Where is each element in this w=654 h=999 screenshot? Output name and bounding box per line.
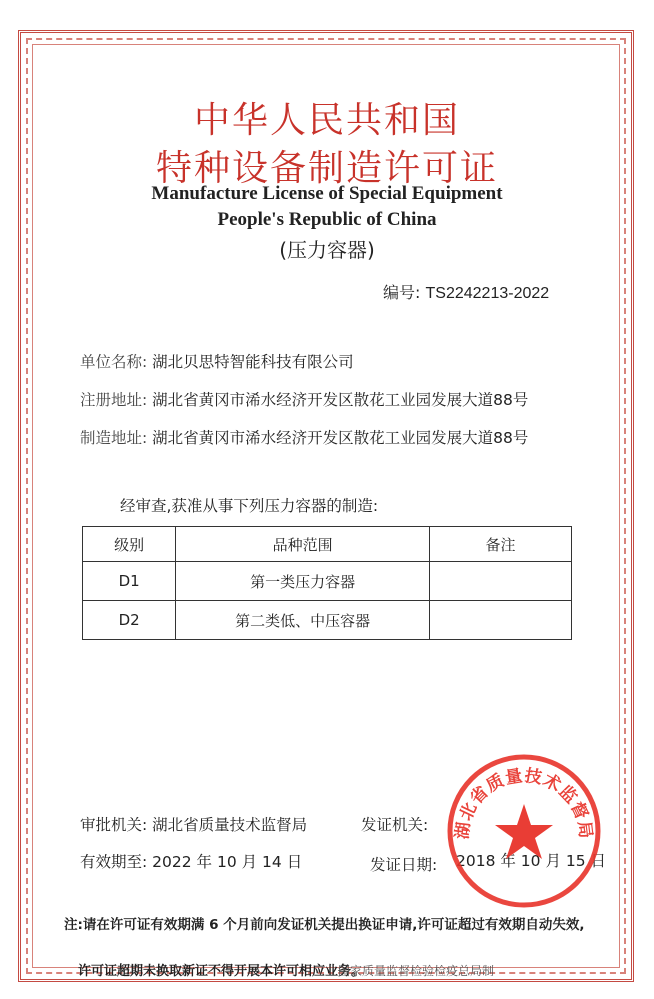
title-cn-line1: 中华人民共和国 xyxy=(193,100,460,141)
title-cn-line2: 特种设备制造许可证 xyxy=(155,148,498,189)
approval-text: 经审查,获准从事下列压力容器的制造: xyxy=(120,497,379,515)
table-row xyxy=(83,601,572,640)
title-en-line2: People's Republic of China xyxy=(217,209,437,230)
table-cell-remarks xyxy=(429,562,571,601)
note-line1: 注:请在许可证有效期满 6 个月前向发证机关提出换证申请,许可证超过有效期自动失效, xyxy=(64,917,585,933)
validity-value: 2022 年 10 月 14 日 xyxy=(152,853,303,871)
issuing-authority-label: 发证机关: xyxy=(361,816,429,834)
mfg-address-row xyxy=(80,426,528,448)
footer-issuer: 国家质量监督检验检疫总局制 xyxy=(338,964,495,978)
title-en-line1: Manufacture License of Special Equipment xyxy=(151,183,503,204)
license-number xyxy=(383,280,549,303)
category-label: (压力容器) xyxy=(279,238,375,262)
validity-label: 有效期至: xyxy=(80,853,148,871)
mfg-address: 湖北省黄冈市浠水经济开发区散花工业园发展大道88号 xyxy=(152,429,529,447)
table-cell-level: D1 xyxy=(83,562,176,601)
table-header-level: 级别 xyxy=(83,527,176,562)
note-line2: 许可证超期未换取新证不得开展本许可相应业务。 xyxy=(78,964,365,979)
issue-date-value: 2018 年 10 月 15 日 xyxy=(456,852,607,870)
validity xyxy=(80,850,302,872)
table-header-row xyxy=(83,527,572,562)
table-cell-level: D2 xyxy=(83,601,176,640)
table-cell-remarks xyxy=(429,601,571,640)
table-cell-scope: 第二类低、中压容器 xyxy=(176,601,430,640)
table-header-scope: 品种范围 xyxy=(176,527,430,562)
license-number-value: TS2242213-2022 xyxy=(425,285,550,302)
table-header-remarks: 备注 xyxy=(429,527,571,562)
mfg-address-label: 制造地址: xyxy=(80,429,148,447)
reg-address-label: 注册地址: xyxy=(80,391,148,409)
company-name: 湖北贝思特智能科技有限公司 xyxy=(152,353,354,371)
approving-authority-label: 审批机关: xyxy=(80,816,148,834)
approving-authority xyxy=(80,813,307,835)
table-row xyxy=(83,562,572,601)
seal-text: 湖北省质量技术监督局 xyxy=(452,765,596,841)
reg-address-row xyxy=(80,388,528,410)
seal-star-icon xyxy=(495,804,553,859)
approving-authority-value: 湖北省质量技术监督局 xyxy=(152,816,308,834)
license-number-label: 编号: xyxy=(383,283,421,302)
official-seal-icon xyxy=(445,752,603,910)
issue-date-label: 发证日期: xyxy=(370,856,438,874)
table-cell-scope: 第一类压力容器 xyxy=(176,562,430,601)
company-name-label: 单位名称: xyxy=(80,353,148,371)
company-name-row xyxy=(80,350,354,372)
reg-address: 湖北省黄冈市浠水经济开发区散花工业园发展大道88号 xyxy=(152,391,529,409)
scope-table xyxy=(82,526,572,640)
